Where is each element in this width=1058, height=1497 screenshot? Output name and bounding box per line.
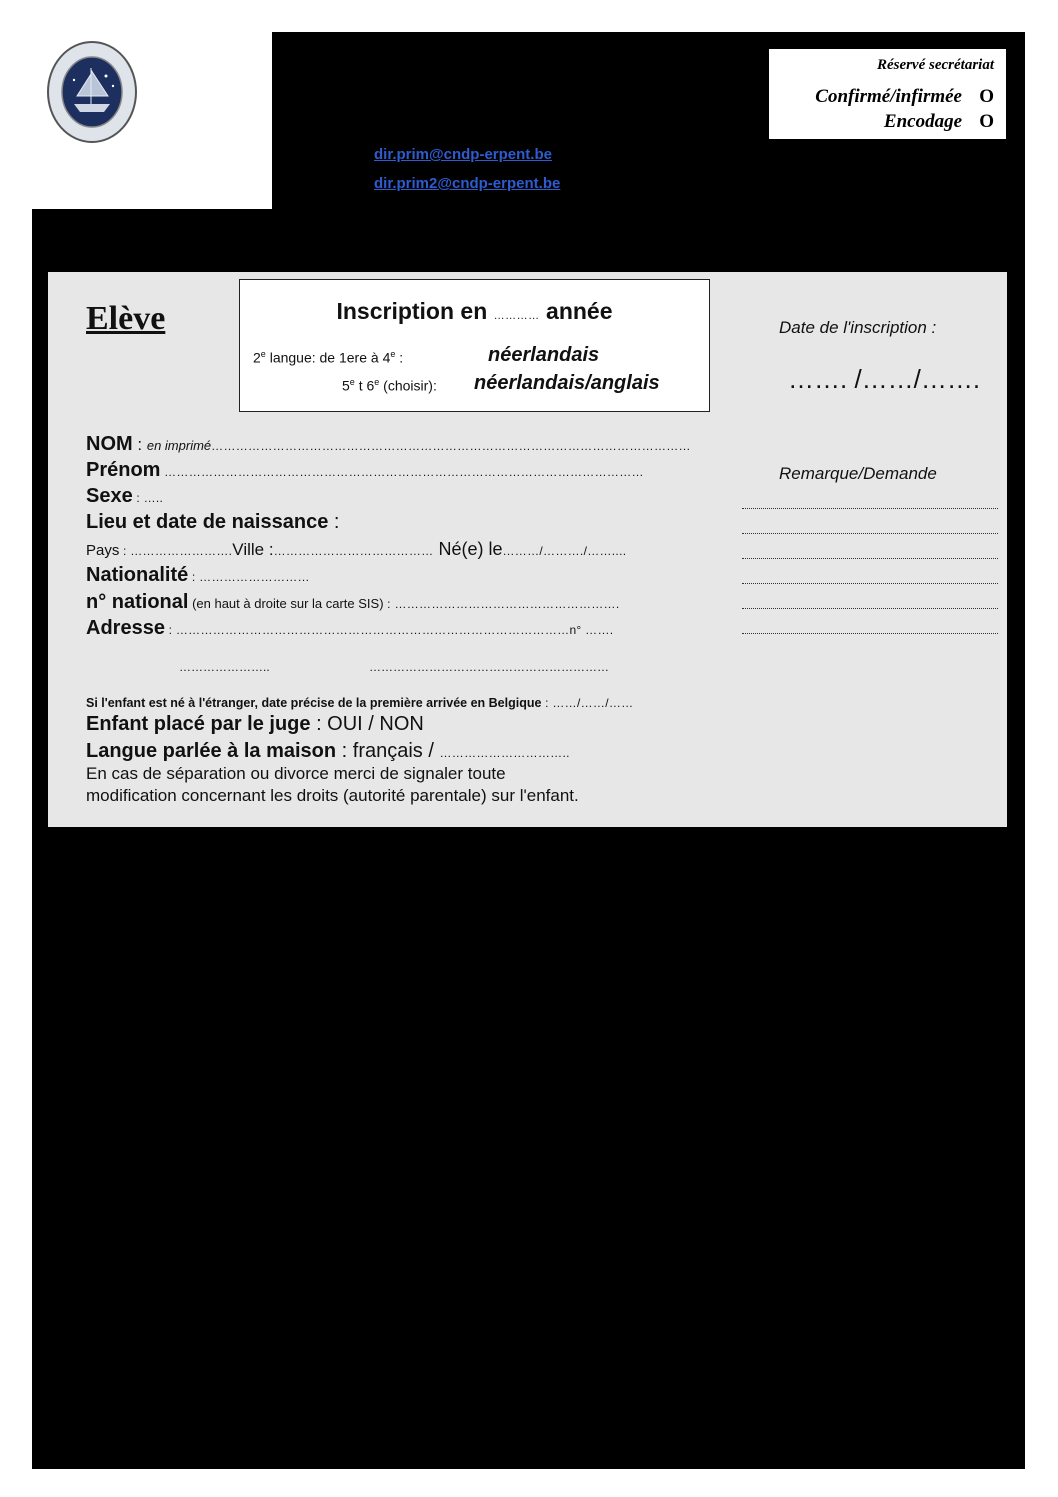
field-label: Lieu et date de naissance: [86, 511, 329, 533]
field-nationalite: [86, 564, 310, 587]
lang-sup: e: [260, 349, 266, 359]
field-pays-ville: [86, 539, 626, 560]
field-colon: :: [132, 435, 147, 454]
lang-text: 5: [342, 377, 350, 394]
postal-code-blank[interactable]: …………………..: [179, 660, 270, 674]
field-hint: (en haut à droite sur la carte SIS): [188, 596, 388, 611]
lang-text: :: [395, 349, 404, 366]
langue-blank[interactable]: …………………………..: [439, 746, 570, 760]
inscription-box: [239, 279, 710, 412]
nationalite-blank[interactable]: : ………………………: [188, 570, 310, 584]
lang-sup: e: [374, 377, 380, 387]
sexe-blank[interactable]: : …..: [132, 491, 164, 505]
field-label: Langue parlée à la maison: [86, 740, 337, 762]
reserve-row-label: Encodage: [883, 111, 962, 132]
year-blank[interactable]: …………: [493, 310, 540, 322]
prenom-blank[interactable]: ………………………………………………………………………………………………………: [160, 465, 644, 479]
language-value-2: néerlandais/anglais: [474, 372, 660, 394]
email-link[interactable]: dir.prim@cndp-erpent.be: [374, 146, 552, 163]
nom-blank[interactable]: ………………………………………………………………………………………………………: [211, 439, 691, 453]
pays-blank[interactable]: : …………………….: [119, 544, 233, 558]
locality-blank[interactable]: ……………………………………………………: [369, 660, 609, 674]
adresse-blank[interactable]: : ……………………………………………………………………………………n° …….: [164, 623, 614, 637]
lang-sup: e: [390, 349, 396, 359]
field-label: Nationalité: [86, 564, 189, 586]
section-title: Elève: [86, 300, 166, 337]
reserve-row-label: Confirmé/infirmée: [815, 86, 962, 107]
separation-note-1: En cas de séparation ou divorce merci de signaler toute: [86, 764, 506, 783]
remarque-line[interactable]: [742, 507, 998, 509]
checkbox-circle-icon[interactable]: O: [979, 111, 994, 132]
remarque-line[interactable]: [742, 607, 998, 609]
checkbox-circle-icon[interactable]: O: [979, 86, 994, 107]
date-label: Date de l'inscription :: [779, 318, 937, 337]
date-field[interactable]: ……. /……/…….: [788, 364, 981, 394]
reserve-title: Réservé secrétariat: [876, 57, 994, 73]
field-adresse: [86, 617, 613, 640]
arrival-date-blank[interactable]: : ……/……/……: [541, 696, 634, 710]
lang-sup: e: [349, 377, 355, 387]
juge-options[interactable]: : OUI / NON: [310, 713, 424, 735]
field-langue: [86, 740, 570, 763]
lang-text: 2: [253, 349, 261, 366]
field-label: Sexe: [86, 485, 133, 507]
language-value-1: néerlandais: [488, 344, 600, 366]
remarque-line[interactable]: [742, 632, 998, 634]
field-label: Adresse: [86, 617, 165, 639]
reserve-row-encodage: [884, 111, 994, 133]
reserve-box: [769, 49, 1006, 139]
lang-text: langue: de 1ere à 4: [265, 349, 391, 366]
field-national-number: [86, 591, 619, 614]
remarque-line[interactable]: [742, 557, 998, 559]
field-etranger: [86, 694, 633, 712]
inscription-title: [240, 298, 709, 325]
remarque-label: Remarque/Demande: [779, 464, 937, 483]
school-logo: [46, 38, 138, 146]
reserve-row-confirme: [815, 86, 994, 108]
field-label: Enfant placé par le juge: [86, 713, 311, 735]
inscription-title-suffix: année: [546, 298, 613, 324]
langue-value: : français /: [336, 740, 440, 762]
field-label: n° national: [86, 591, 189, 613]
field-label: Prénom: [86, 459, 161, 481]
ville-label: Ville :: [232, 540, 274, 559]
lang-text: (choisir):: [379, 377, 437, 394]
inscription-title-prefix: Inscription en: [336, 298, 488, 324]
remarque-line[interactable]: [742, 532, 998, 534]
birthdate-blank[interactable]: ………/………./……....: [502, 544, 627, 558]
language-line-2: [342, 377, 437, 394]
field-sexe: [86, 485, 163, 508]
email-link[interactable]: dir.prim2@cndp-erpent.be: [374, 175, 561, 192]
remarque-line[interactable]: [742, 582, 998, 584]
ne-label: Né(e) le: [433, 539, 503, 559]
field-juge: [86, 713, 424, 736]
lang-text: t 6: [354, 377, 375, 394]
field-hint: en imprimé: [146, 438, 212, 453]
language-line-1: [253, 349, 403, 366]
separation-note-2: modification concernant les droits (autorité parentale) sur l'enfant.: [86, 786, 579, 805]
etranger-label: Si l'enfant est né à l'étranger, date précise de la première arrivée en Belgique: [86, 696, 542, 710]
field-prenom: [86, 459, 644, 482]
field-colon: :: [328, 511, 340, 533]
field-nom: [86, 433, 691, 456]
field-lieu-date: [86, 511, 339, 534]
field-label: NOM: [86, 433, 133, 455]
pays-label: Pays: [86, 542, 120, 559]
ville-blank[interactable]: …………………………………: [273, 544, 434, 558]
national-number-blank[interactable]: : ……………………………………………….: [387, 597, 620, 611]
